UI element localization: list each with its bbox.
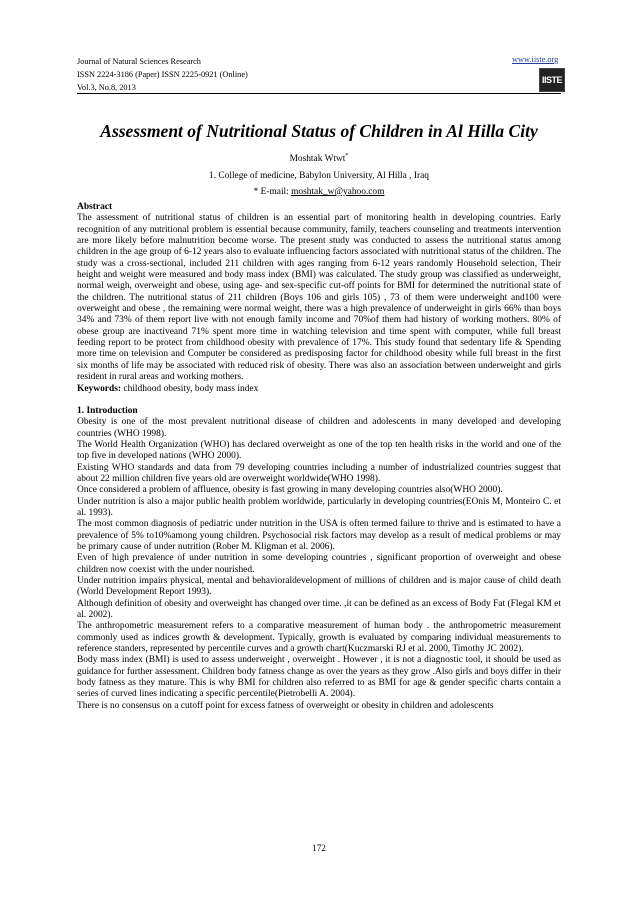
author-mark: * — [345, 153, 349, 159]
introduction-heading: 1. Introduction — [77, 405, 138, 416]
paper-title: Assessment of Nutritional Status of Children in Al Hilla City — [100, 121, 538, 141]
intro-paragraph: Body mass index (BMI) is used to assess underweight , overweight . However , it is not a diagnostic tool, it should be used as guidance for further assessment. Children body fatness change as over the years as they grow .Also girls and boys differ in their body fatness as they mature. This is why BMI for children also referred to as BMI for age & gender specific charts contain a series of curved lines indicating a specific percentile(Pietrobelli A. 2004). — [77, 655, 561, 700]
intro-paragraph: Obesity is one of the most prevalent nutritional disease of children and adolescents in many developed and developing countries (WHO 1998). — [77, 417, 561, 439]
author-line — [77, 153, 561, 164]
email-prefix: * E-mail: — [253, 187, 292, 197]
journal-url-link[interactable]: www.iiste.org — [512, 55, 559, 64]
keywords-line — [77, 384, 561, 395]
journal-header — [77, 55, 561, 94]
intro-paragraph: There is no consensus on a cutoff point for excess fatness of overweight or obesity in children and adolescents — [77, 700, 494, 711]
intro-paragraph: The World Health Organization (WHO) has declared overweight as one of the top ten health risks in the world and one of the top five in developed nations (WHO 2000). — [77, 439, 561, 462]
email-link[interactable]: moshtak_w@yahoo.com — [291, 187, 385, 197]
email-line — [77, 187, 561, 197]
paper-body — [77, 202, 561, 712]
abstract-heading: Abstract — [77, 202, 113, 212]
intro-paragraph: Under nutrition is also a major public health problem worldwide, particularly in developing countries(EOnis M, Monteiro C. et al. 1993). — [77, 496, 561, 518]
header-divider — [77, 93, 561, 94]
intro-paragraph: Although definition of obesity and overweight has changed over time. ,it can be defined as an excess of Body Fat (Flegal KM et al. 2002). — [77, 598, 561, 621]
author-name: Moshtak Wtwt — [289, 154, 346, 165]
intro-paragraph: Existing WHO standards and data from 79 developing countries including a number of industrialized countries suggest that about 22 million children five years old are overweight worldwide(WHO 1998). — [77, 462, 561, 484]
iiste-logo: IISTE — [539, 68, 565, 92]
abstract-text: The assessment of nutritional status of children is an essential part of monitoring health in developing countries. Early recognition of any nutritional problem is essential because community, family, teachers counseling and treatments intervention are more likely before malnutrition become worse. The present study was conducted to assess the nutritional status among children in the age group of 6-12 years also to evaluate influencing factors associated with nutritional status of the children. The study was a cross-sectional, included 211 children with ages ranging from 6-12 years randomly Household selection, Their height and weight were measured and body mass index (BMI) was calculated. The study group was classified as underweight, normal weigh, overweight and obese, using age- and sex-specific cut-off points for BMI for determined the nutritional state of the children. The nutritional status of 211 children (Boys 106 and girls 105) , 73 of them were underweight and100 were overweight and obese , the remaining were normal weight, there was a high prevalence of underweight in girls 66% than boys 34% and 73% of them report live with not enough family income and 70%of them had history of working mothers. 80% of obese group are inactiveand 71% spent more time in watching television and time spent with computer, while full breast feeding report to be protect from childhood obesity with prevalence of 17%. This study found that sedentary life & Spending more time on television and Computer be considered as predisposing factor for childhood obesity while full breast in the first six months of life may be associated with reduced risk of obesity. There was also an association between underweight and girls resident in rural areas and working mothers. — [77, 213, 561, 383]
keywords-label: Keywords: — [77, 383, 122, 394]
keywords-text: childhood obesity, body mass index — [121, 383, 259, 394]
intro-paragraph: Under nutrition impairs physical, mental and behavioraldevelopment of millions of children and is major cause of child death (World Development Report 1993). — [77, 576, 561, 598]
intro-paragraph: Even of high prevalence of under nutrition in some developing countries , significant proportion of overweight and obese children now coexist with the under nourished. — [77, 553, 561, 575]
intro-paragraph: Once considered a problem of affluence, obesity is fast growing in many developing countries also(WHO 2000). — [77, 485, 503, 496]
journal-volume: Vol.3, No.8, 2013 — [77, 83, 136, 92]
affiliation: 1. College of medicine, Babylon University, Al Hilla , Iraq — [209, 171, 429, 181]
intro-paragraph: The most common diagnosis of pediatric under nutrition in the USA is often termed failure to thrive and is estimated to have a prevalence of 5% to10%among young children. Psychosocial risk factors may develop as a result of medical problems or may be primary cause of under nutrition (Rober M. Kligman et al. 2006). — [77, 519, 561, 552]
intro-paragraph: The anthropometric measurement refers to a comparative measurement of human body . the anthropometric measurement commonly used as indices growth & development. Typically, growth is evaluated by comparing individual measurements to reference standers, represented by percentile curves and a growth chart(Kuczmarski RJ et al. 2000, Timothy JC 2002). — [77, 621, 561, 655]
page-number: 172 — [312, 843, 326, 853]
journal-name: Journal of Natural Sciences Research — [77, 57, 201, 66]
journal-issn: ISSN 2224-3186 (Paper) ISSN 2225-0921 (Online) — [77, 70, 248, 79]
